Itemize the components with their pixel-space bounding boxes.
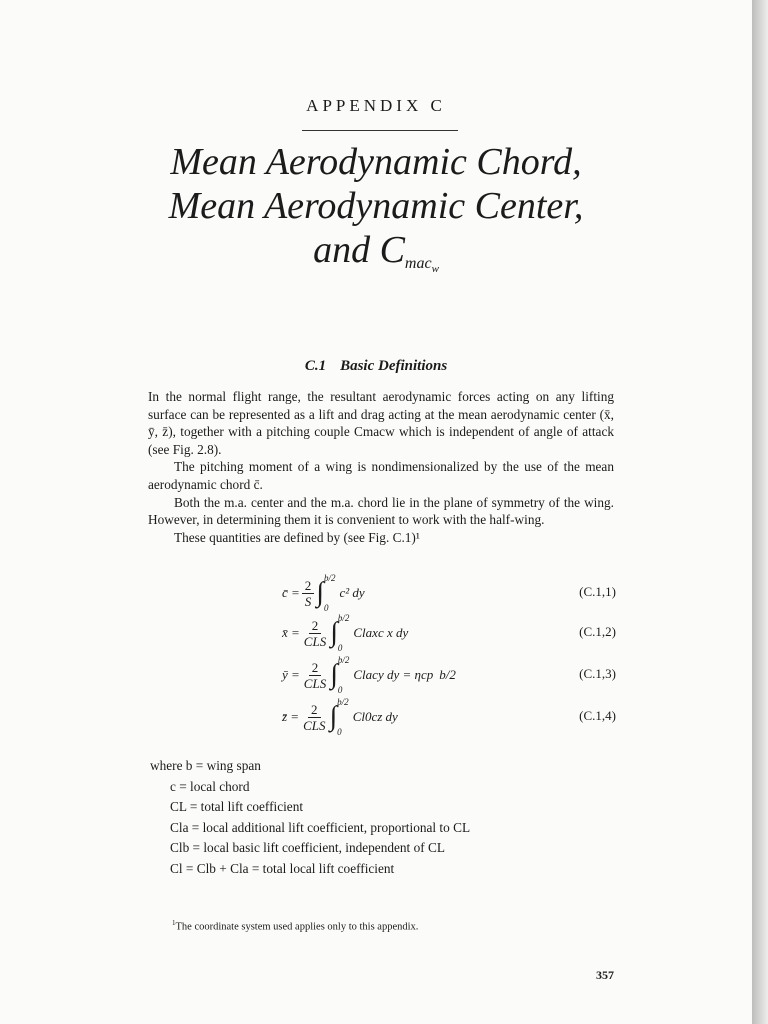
equation-extra: b/2 bbox=[439, 667, 456, 682]
equation-fraction: $\frac{2}{S}$ bbox=[302, 578, 315, 609]
equation-lhs: x̄ = bbox=[282, 625, 300, 640]
definition-item: c = local chord bbox=[170, 778, 250, 794]
equation-number: (C.1,1) bbox=[579, 584, 616, 599]
chapter-title bbox=[0, 140, 752, 291]
symbol-definitions bbox=[150, 756, 470, 879]
page-number: 357 bbox=[596, 968, 614, 982]
paragraph-4: These quantities are defined by (see Fig. C.1)¹ bbox=[174, 529, 420, 545]
equation-fraction: $\frac{2}{\text{CLS}}$ bbox=[303, 617, 327, 649]
title-subscript-w: w bbox=[431, 263, 439, 275]
definition-intro: where b = wing span bbox=[150, 758, 261, 773]
equation-number: (C.1,3) bbox=[579, 666, 616, 681]
title-rule bbox=[302, 130, 458, 131]
equation-number: (C.1,2) bbox=[579, 624, 616, 639]
equation-fraction: $\frac{2}{\text{CLS}}$ bbox=[303, 659, 327, 691]
definition-item: Cla = local additional lift coefficient, proportional to CL bbox=[170, 819, 471, 835]
body-text bbox=[148, 388, 614, 546]
title-line-3 bbox=[0, 228, 752, 291]
title-line-1: Mean Aerodynamic Chord, bbox=[170, 141, 582, 183]
equation-integrand: Claxc x dy bbox=[353, 625, 409, 640]
equation-c14 bbox=[282, 692, 616, 742]
integral-limits: b/2 0 bbox=[337, 697, 349, 737]
integral-limits: b/2 0 bbox=[323, 573, 336, 613]
equation-number: (C.1,4) bbox=[579, 708, 616, 723]
definition-item: CL = total lift coefficient bbox=[170, 799, 304, 814]
equation-integrand: Cl0cz dy bbox=[352, 709, 398, 724]
footnote-text: The coordinate system used applies only to this appendix. bbox=[175, 921, 419, 933]
equation-integrand: Clacy dy = ηcp bbox=[353, 667, 434, 682]
equation-lhs: z̄ = bbox=[282, 709, 300, 724]
title-line-2: Mean Aerodynamic Center, bbox=[168, 185, 584, 227]
definition-item: Cl = Clb + Cla = total local lift coefficient bbox=[170, 860, 395, 876]
equation-integrand: c² dy bbox=[339, 585, 365, 600]
title-subscript-mac: mac bbox=[404, 255, 432, 272]
section-title: Basic Definitions bbox=[340, 358, 448, 374]
footnote-mark: 1 bbox=[172, 919, 176, 927]
integral-sign: ∫ bbox=[329, 701, 338, 732]
integral-sign: ∫ bbox=[316, 577, 324, 608]
equation-lhs: c̄ = bbox=[282, 585, 300, 600]
integral-limits: b/2 0 bbox=[337, 613, 350, 653]
definition-item: Clb = local basic lift coefficient, independent of CL bbox=[170, 840, 445, 855]
paragraph-3: Both the m.a. center and the m.a. chord lie in the plane of symmetry of the wing. However, in determining them it is convenient to work with the half-wing. bbox=[148, 494, 614, 528]
integral-limits: b/2 0 bbox=[337, 655, 350, 695]
paragraph-1: In the normal flight range, the resultant aerodynamic forces acting on any lifting surface can be represented as a lift and drag acting at the mean aerodynamic center (x̄, ȳ, z̄), together with a pitching couple Cmacw which is independent of angle of attack (see Fig. 2.8). bbox=[148, 389, 614, 457]
integral-sign: ∫ bbox=[330, 659, 338, 690]
section-heading bbox=[0, 358, 752, 375]
paragraph-2: The pitching moment of a wing is nondimensionalized by the use of the mean aerodynamic chord c̄. bbox=[148, 459, 614, 492]
equation-fraction: $\frac{2}{\text{CLS}}$ bbox=[303, 701, 326, 733]
title-line-3-main: and C bbox=[313, 229, 405, 271]
footnote bbox=[172, 919, 418, 933]
appendix-label: APPENDIX C bbox=[306, 96, 446, 115]
integral-sign: ∫ bbox=[330, 617, 338, 648]
section-number: C.1 bbox=[304, 358, 327, 374]
equation-lhs: ȳ = bbox=[282, 667, 300, 682]
page-edge-shadow bbox=[752, 0, 768, 1024]
